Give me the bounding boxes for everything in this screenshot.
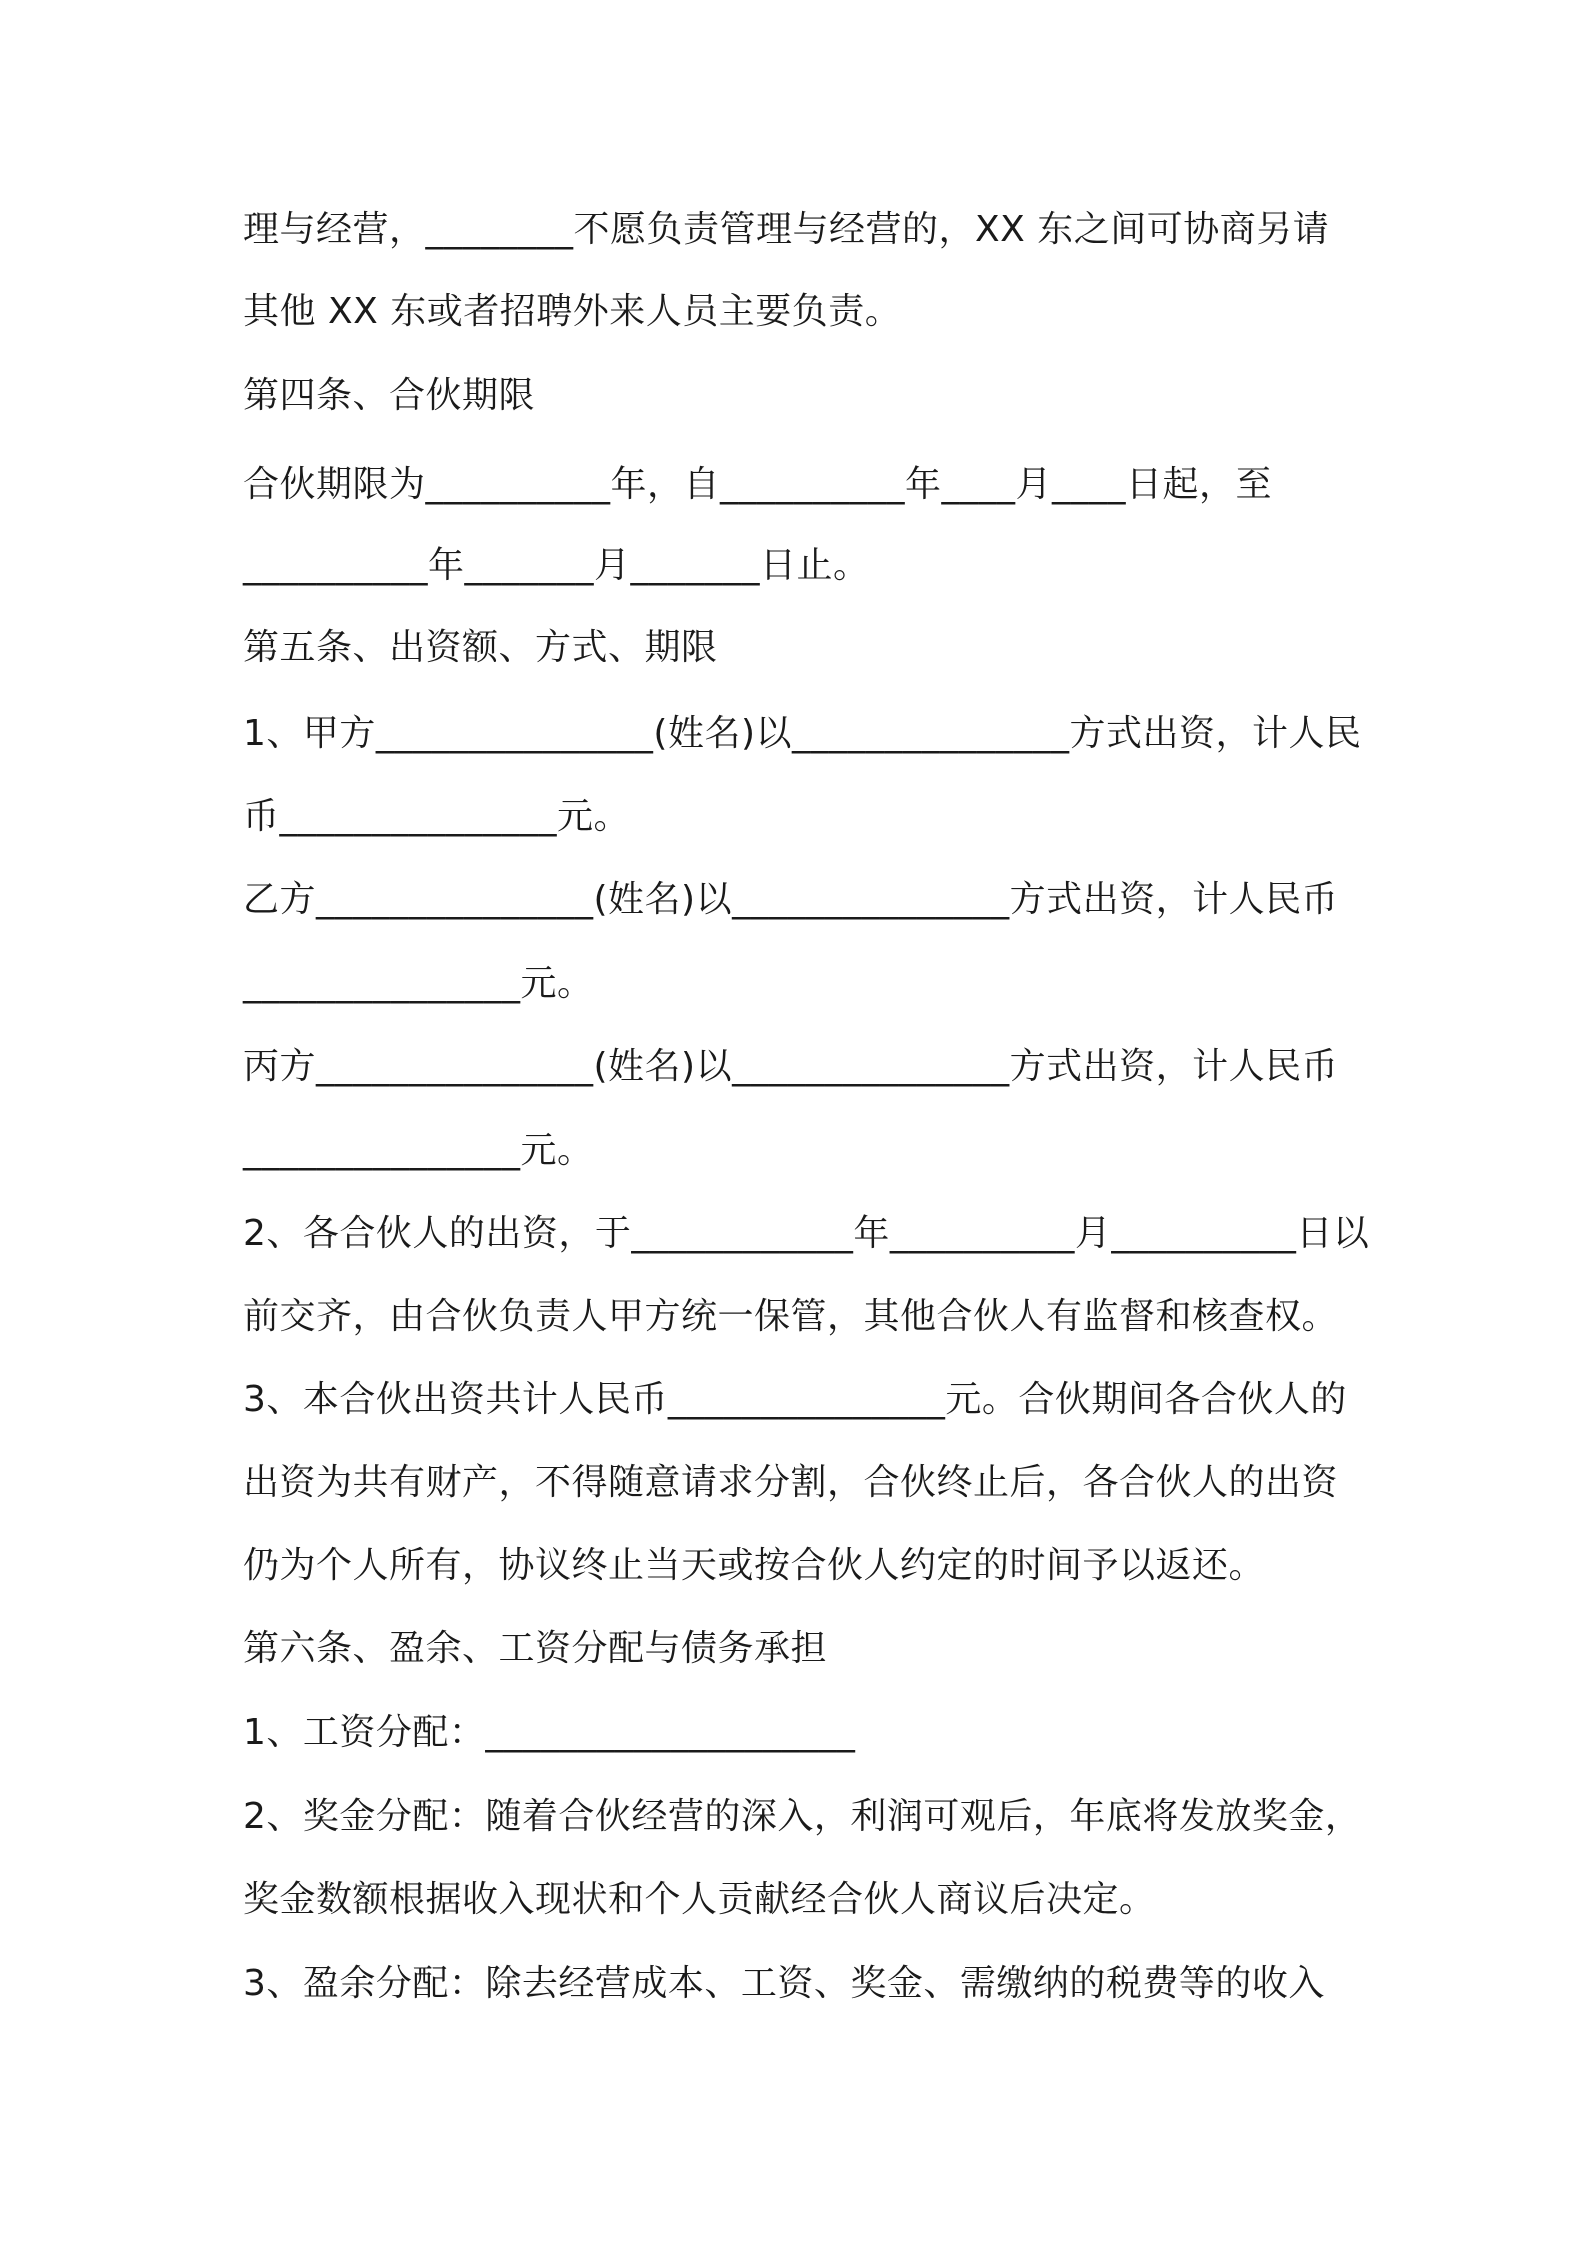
text-line: 奖金数额根据收入现状和个人贡献经合伙人商议后决定。 [243, 1879, 1156, 1920]
text-line: 乙方_______________(姓名)以_______________方式出资，计人民币 [243, 879, 1339, 920]
text-line: 3、本合伙出资共计人民币_______________元。合伙期间各合伙人的 [243, 1379, 1347, 1420]
text-line: 3、盈余分配：除去经营成本、工资、奖金、需缴纳的税费等的收入 [243, 1963, 1325, 2004]
text-line: 其他 XX 东或者招聘外来人员主要负责。 [243, 291, 902, 332]
text-line: 出资为共有财产，不得随意请求分割，合伙终止后，各合伙人的出资 [243, 1462, 1339, 1503]
text-line: 丙方_______________(姓名)以_______________方式出资，计人民币 [243, 1046, 1339, 1087]
text-line: 币_______________元。 [243, 796, 631, 837]
text-line: 1、工资分配：____________________ [243, 1712, 856, 1753]
section-heading: 第五条、出资额、方式、期限 [243, 627, 718, 668]
text-line: _______________元。 [243, 963, 594, 1004]
text-line: 理与经营，________不愿负责管理与经营的，XX 东之间可协商另请 [243, 209, 1330, 250]
text-line: 2、各合伙人的出资，于____________年__________月__________日以 [243, 1213, 1370, 1254]
text-line: __________年_______月_______日止。 [243, 545, 870, 586]
section-heading: 第六条、盈余、工资分配与债务承担 [243, 1628, 828, 1669]
text-line: _______________元。 [243, 1130, 594, 1171]
text-line: 仍为个人所有，协议终止当天或按合伙人约定的时间予以返还。 [243, 1545, 1266, 1586]
text-line: 2、奖金分配：随着合伙经营的深入，利润可观后，年底将发放奖金， [243, 1796, 1362, 1837]
text-line: 前交齐，由合伙负责人甲方统一保管，其他合伙人有监督和核查权。 [243, 1296, 1339, 1337]
text-line: 1、甲方_______________(姓名)以_______________方式出资，计人民 [243, 713, 1362, 754]
text-line: 合伙期限为__________年，自__________年____月____日起，至 [243, 464, 1273, 505]
section-heading: 第四条、合伙期限 [243, 375, 536, 416]
